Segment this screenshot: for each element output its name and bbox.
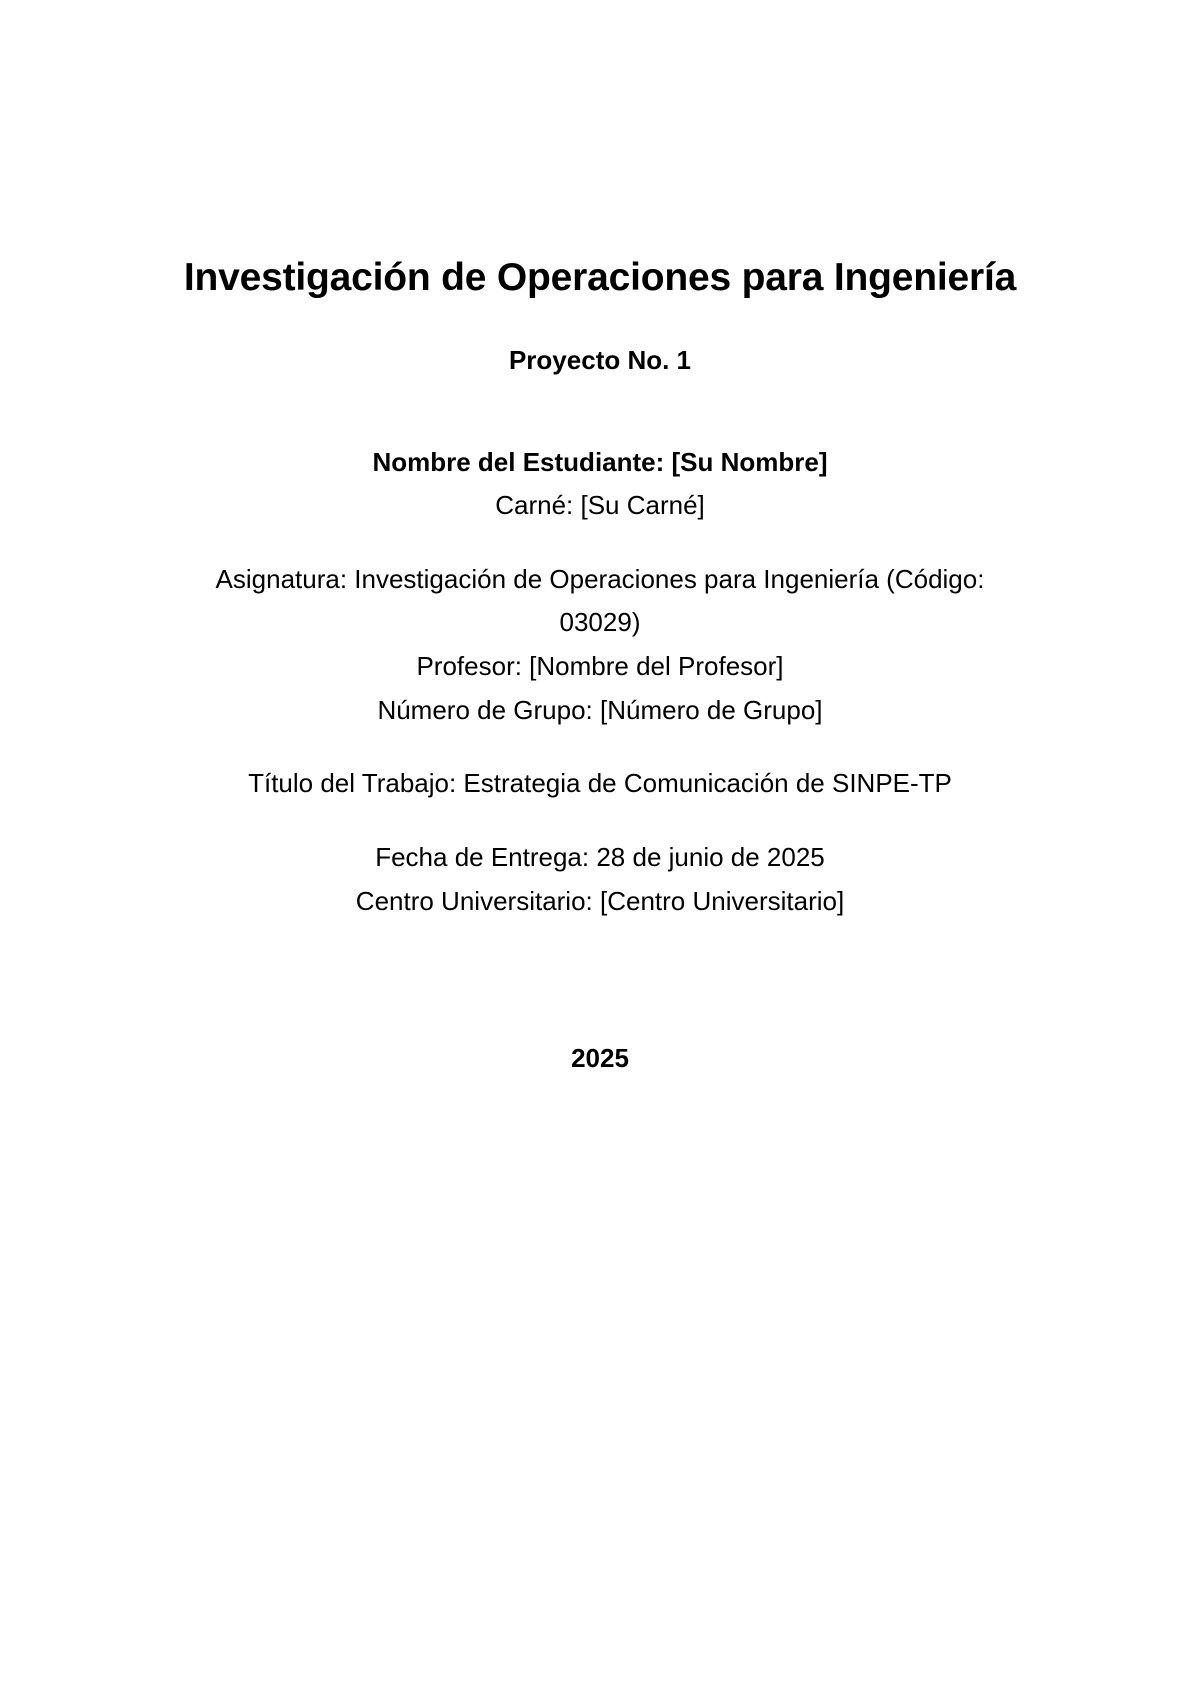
due-date: Fecha de Entrega: 28 de junio de 2025 xyxy=(375,842,825,872)
professor-name: Profesor: [Nombre del Profesor] xyxy=(416,651,784,681)
student-name: Nombre del Estudiante: [Su Nombre] xyxy=(372,447,828,477)
student-id: Carné: [Su Carné] xyxy=(495,490,705,520)
document-title: Investigación de Operaciones para Ingeniería xyxy=(183,256,1017,299)
work-title: Título del Trabajo: Estrategia de Comunicación de SINPE-TP xyxy=(248,768,952,798)
project-number: Proyecto No. 1 xyxy=(508,345,692,375)
course-line-2: 03029) xyxy=(559,607,641,637)
university-center: Centro Universitario: [Centro Universitario] xyxy=(355,886,845,916)
document-year: 2025 xyxy=(571,1043,629,1073)
group-number: Número de Grupo: [Número de Grupo] xyxy=(377,695,823,725)
course-line-1: Asignatura: Investigación de Operaciones para Ingeniería (Código: xyxy=(215,564,985,594)
